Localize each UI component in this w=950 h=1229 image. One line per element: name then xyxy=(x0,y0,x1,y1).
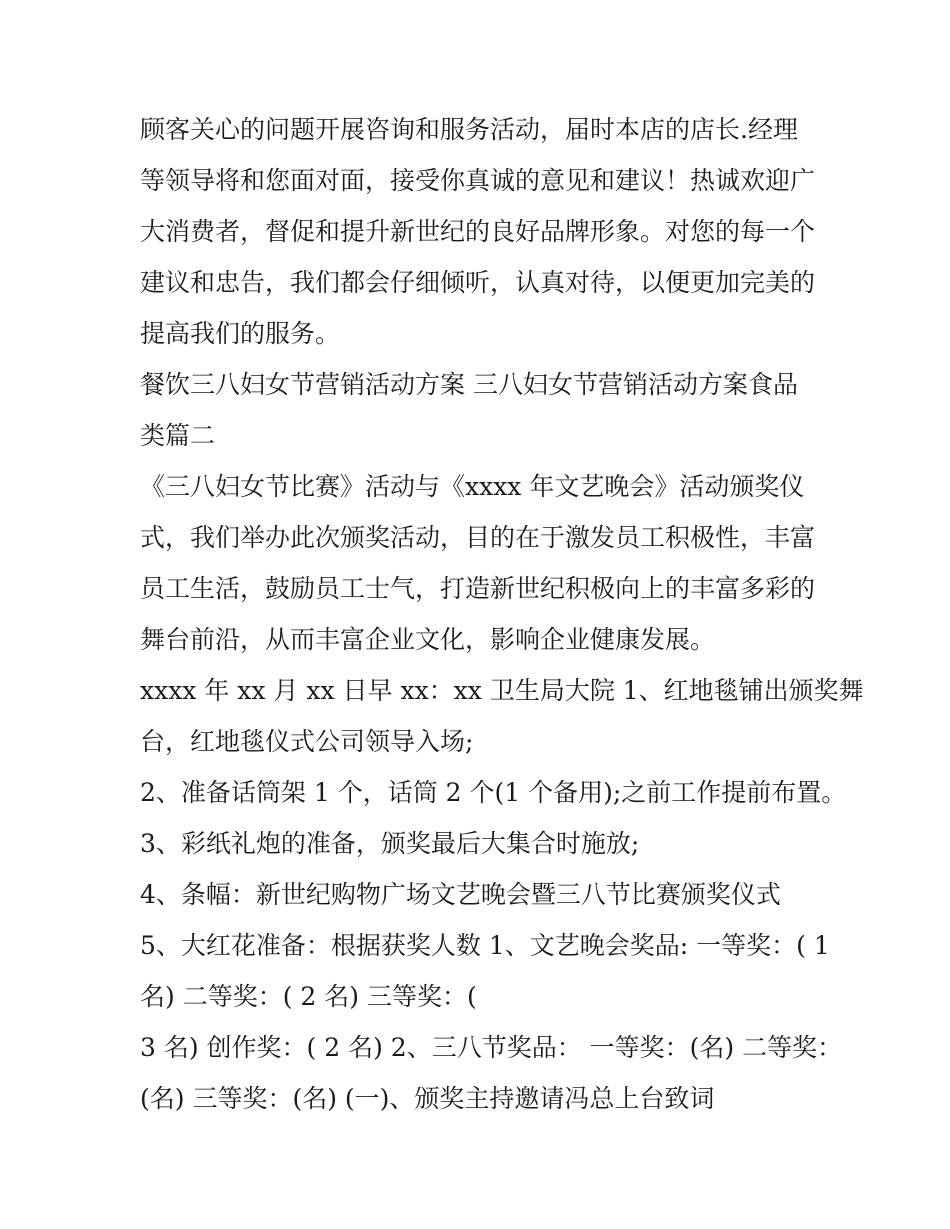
section-heading-line: 类篇二 xyxy=(140,421,216,450)
text-line: 建议和忠告，我们都会仔细倾听，认真对待，以便更加完美的 xyxy=(140,268,816,297)
text-line: 式，我们举办此次颁奖活动，目的在于激发员工积极性，丰富 xyxy=(140,523,816,552)
text-line: (名) 三等奖：(名) (一)、颁奖主持邀请冯总上台致词 xyxy=(140,1084,715,1113)
text-line: 3 名) 创作奖：( 2 名) 2、三八节奖品： 一等奖：(名) 二等奖： xyxy=(140,1033,843,1062)
text-line: 名) 二等奖：( 2 名) 三等奖：( xyxy=(140,982,477,1011)
text-line: 台，红地毯仪式公司领导入场; xyxy=(140,727,474,756)
text-line: 《三八妇女节比赛》活动与《xxxx 年文艺晚会》活动颁奖仪 xyxy=(140,472,805,501)
text-line: 顾客关心的问题开展咨询和服务活动，届时本店的店长.经理 xyxy=(140,115,798,144)
section-heading-line: 餐饮三八妇女节营销活动方案 三八妇女节营销活动方案食品 xyxy=(140,370,798,399)
list-item-line: 3、彩纸礼炮的准备，颁奖最后大集合时施放; xyxy=(140,829,640,858)
document-body xyxy=(140,104,864,1124)
list-item-line: 2、准备话筒架 1 个，话筒 2 个(1 个备用);之前工作提前布置。 xyxy=(140,778,847,807)
text-line: 大消费者，督促和提升新世纪的良好品牌形象。对您的每一个 xyxy=(140,217,816,246)
list-item-line: 4、条幅：新世纪购物广场文艺晚会暨三八节比赛颁奖仪式 xyxy=(140,880,781,909)
text-line: xxxx 年 xx 月 xx 日早 xx：xx 卫生局大院 1、红地毯铺出颁奖舞 xyxy=(140,676,864,705)
list-item-line: 5、大红花准备：根据获奖人数 1、文艺晚会奖品: 一等奖：( 1 xyxy=(140,931,830,960)
text-line: 等领导将和您面对面，接受你真诚的意见和建议！热诚欢迎广 xyxy=(140,166,816,195)
text-line: 提高我们的服务。 xyxy=(140,319,341,348)
text-line: 舞台前沿，从而丰富企业文化，影响企业健康发展。 xyxy=(140,625,716,654)
text-line: 员工生活，鼓励员工士气，打造新世纪积极向上的丰富多彩的 xyxy=(140,574,816,603)
